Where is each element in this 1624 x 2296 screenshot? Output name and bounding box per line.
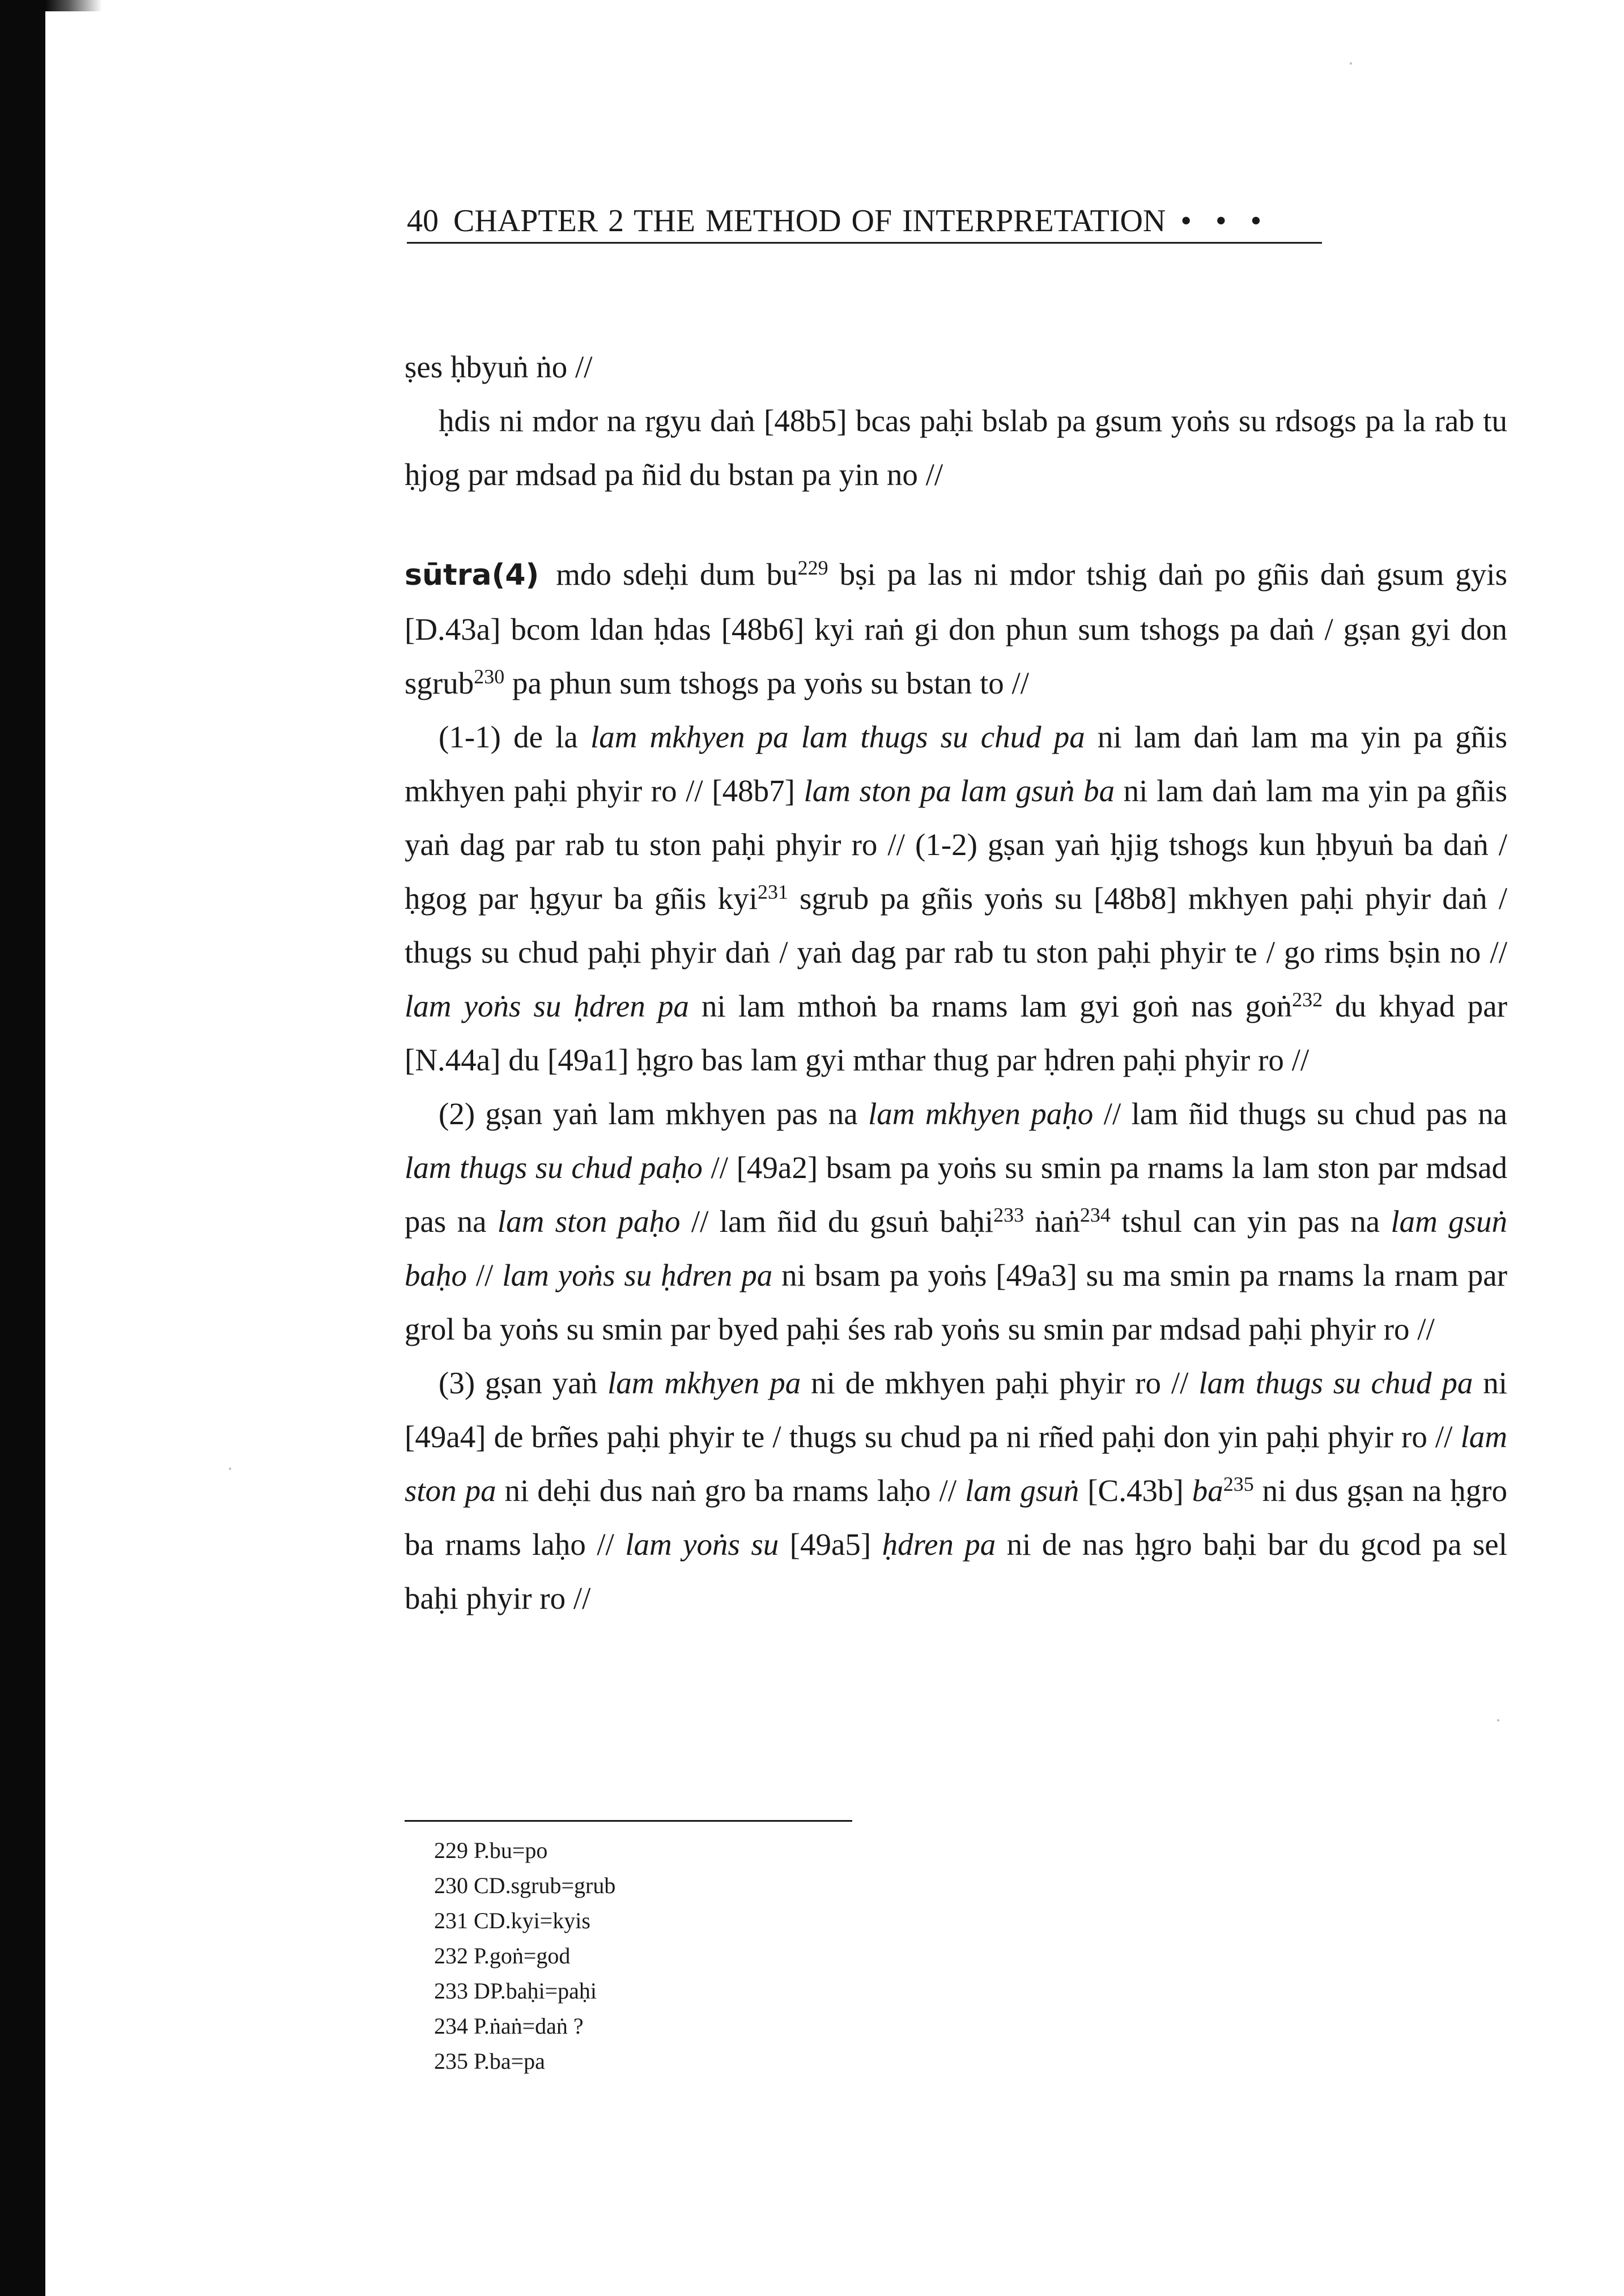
- footnote-number: 230: [434, 1873, 468, 1898]
- opening-paragraphs: [405, 340, 1507, 501]
- footnote-text: CD.sgrub=grub: [474, 1873, 616, 1898]
- page-number: 40: [407, 203, 439, 239]
- paragraph-2: (2) gṣan yaṅ lam mkhyen pas na lam mkhyen paḥo // lam ñid thugs su chud pas na lam thugs su chud paḥo // [49a2] bsam pa yoṅs su smin pa rnams la lam ston par mdsad pas na lam ston paḥo // lam ñid du gsuṅ baḥi$^{233}$ ṅaṅ$^{234}$ tshul can yin pas na lam gsuṅ baḥo // lam yoṅs su ḥdren pa ni bsam pa yoṅs [49a3] su ma smin pa rnams la rnam par grol ba yoṅs su smin par byed paḥi śes rab yoṅs su smin par mdsad paḥi phyir ro //: [405, 1096, 1508, 1346]
- scan-speck: [229, 1468, 231, 1470]
- footnote-text: CD.kyi=kyis: [474, 1908, 590, 1933]
- footnote-text: P.ba=pa: [474, 2048, 545, 2074]
- scan-binding-notch: [45, 0, 102, 11]
- footnote: [434, 1903, 944, 1938]
- footnote-ref: 233: [993, 1204, 1024, 1226]
- footnote-ref: 230: [474, 665, 505, 688]
- chapter-title: CHAPTER 2 THE METHOD OF INTERPRETATION: [453, 203, 1166, 239]
- footnote-text: DP.baḥi=paḥi: [474, 1978, 597, 2004]
- footnote-number: 229: [434, 1838, 468, 1863]
- paragraph-1: (1-1) de la lam mkhyen pa lam thugs su chud pa ni lam daṅ lam ma yin pa gñis mkhyen paḥi phyir ro // [48b7] lam ston pa lam gsuṅ ba ni lam daṅ lam ma yin pa gñis yaṅ dag par rab tu ston paḥi phyir ro // (1-2) gṣan yaṅ ḥjig tshogs kun ḥbyuṅ ba daṅ / ḥgog par ḥgyur ba gñis kyi$^{231}$ sgrub pa gñis yoṅs su [48b8] mkhyen paḥi phyir daṅ / thugs su chud paḥi phyir daṅ / yaṅ dag par rab tu ston paḥi phyir te / go rims bṣin no // lam yoṅs su ḥdren pa ni lam mthoṅ ba rnams lam gyi goṅ nas goṅ$^{232}$ du khyad par [N.44a] du [49a1] ḥgro bas lam gyi mthar thug par ḥdren paḥi phyir ro //: [405, 720, 1508, 1077]
- running-head: [407, 201, 1322, 244]
- footnote-number: 231: [434, 1908, 468, 1933]
- footnote-ref: 235: [1223, 1473, 1254, 1495]
- footnote: [434, 1974, 944, 2009]
- footnotes: [434, 1833, 944, 2079]
- paragraph: ḥdis ni mdor na rgyu daṅ [48b5] bcas paḥi bslab pa gsum yoṅs su rdsogs pa la rab tu ḥjog par mdsad pa ñid du bstan pa yin no //: [405, 403, 1507, 492]
- footnote: [434, 1938, 944, 1974]
- scan-binding-edge: [0, 0, 45, 2296]
- sutra-label: sūtra(4): [405, 558, 539, 592]
- scan-speck: [1350, 62, 1352, 65]
- paragraph: ṣes ḥbyuṅ ṅo //: [405, 350, 593, 384]
- scan-speck: [1497, 1719, 1499, 1721]
- header-ellipsis: • • •: [1180, 203, 1270, 239]
- footnote-ref: 229: [797, 556, 828, 579]
- footnote-ref: 232: [1292, 988, 1323, 1011]
- footnote-number: 234: [434, 2013, 468, 2039]
- footnote-number: 235: [434, 2048, 468, 2074]
- footnote-text: P.goṅ=god: [474, 1943, 571, 1968]
- footnote-ref: 234: [1079, 1204, 1111, 1226]
- footnote: [434, 1868, 944, 1903]
- footnote: [434, 2044, 944, 2079]
- footnote-text: P.ṅaṅ=daṅ ?: [474, 2013, 584, 2039]
- footnote-number: 232: [434, 1943, 468, 1968]
- paragraph-3: (3) gṣan yaṅ lam mkhyen pa ni de mkhyen paḥi phyir ro // lam thugs su chud pa ni [49a4] de brñes paḥi phyir te / thugs su chud pa ni rñed paḥi don yin paḥi phyir ro // lam ston pa ni deḥi dus naṅ gro ba rnams laḥo // lam gsuṅ [C.43b] $ba^{235}$ ni dus gṣan na ḥgro ba rnams laḥo // lam yoṅs su [49a5] ḥdren pa ni de nas ḥgro baḥi bar du gcod pa sel baḥi phyir ro //: [405, 1366, 1508, 1615]
- footnote-text: P.bu=po: [474, 1838, 548, 1863]
- footnote-ref: 231: [757, 881, 788, 903]
- sutra-section: [405, 547, 1507, 1625]
- footnote-number: 233: [434, 1978, 468, 2004]
- footnote: [434, 1833, 944, 1868]
- footnote-rule: [405, 1820, 852, 1822]
- footnote: [434, 2009, 944, 2044]
- sutra-paragraph: sūtra(4) mdo sdeḥi dum $bu^{229}$ bṣi pa las ni mdor tshig daṅ po gñis daṅ gsum gyis [D.43a] bcom ldan ḥdas [48b6] kyi raṅ gi don phun sum tshogs pa daṅ / gṣan gyi don sgrub$^{230}$ pa phun sum tshogs pa yoṅs su bstan to //: [405, 556, 1507, 700]
